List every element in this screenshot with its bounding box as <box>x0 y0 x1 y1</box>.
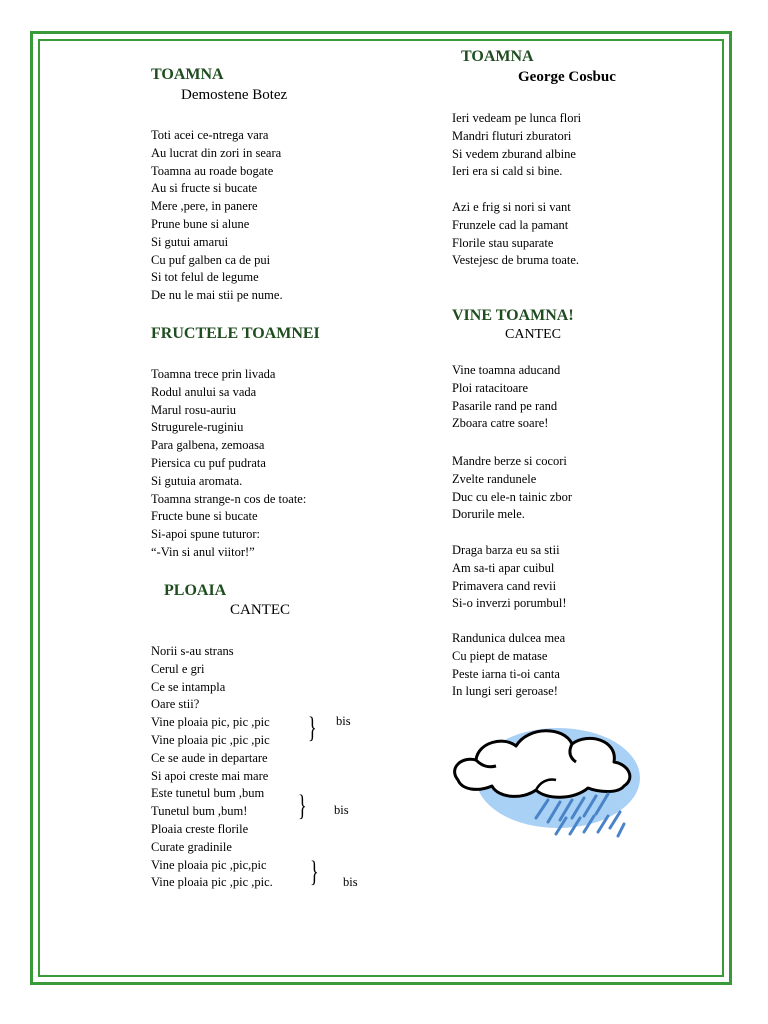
poem-line: Duc cu ele-n tainic zbor <box>452 489 573 504</box>
poem-line: Piersica cu puf pudrata <box>151 455 266 470</box>
poem-line: Curate gradinile <box>151 839 232 854</box>
poem-line: Vine ploaia pic ,pic ,pic. <box>151 875 273 890</box>
poem4-title: TOAMNA <box>461 48 534 65</box>
poem-line: Toamna trece prin livada <box>151 367 276 381</box>
poem-line: Vestejesc de bruma toate. <box>452 253 580 268</box>
poem-line: In lungi seri geroase! <box>452 684 558 699</box>
poem5-subtitle: CANTEC <box>505 327 561 342</box>
poem-line: Este tunetul bum ,bum <box>151 786 265 801</box>
poem3-title: PLOAIA <box>164 582 227 599</box>
poem-line: Draga barza eu sa stii <box>452 543 560 557</box>
poem-line: Ce se aude in departare <box>151 750 268 765</box>
poem-line: Marul rosu-auriu <box>151 402 237 417</box>
poem5-stanza-4 <box>452 630 565 701</box>
poem-line: De nu le mai stii pe nume. <box>151 288 283 303</box>
poem4-author: George Cosbuc <box>518 69 616 85</box>
poem-line: Rodul anului sa vada <box>151 384 257 399</box>
poem-line: Si vedem zburand albine <box>452 146 576 161</box>
poem1-stanza <box>151 127 283 305</box>
poem-line: Vine ploaia pic, pic ,pic <box>151 715 270 730</box>
poem-line: Si gutui amarui <box>151 234 229 249</box>
poem-line: Vine toamna aducand <box>452 363 561 377</box>
poem-line: Oare stii? <box>151 697 200 712</box>
repeat-label: bis <box>343 875 358 889</box>
poem-line: Au lucrat din zori in seara <box>151 145 282 160</box>
poem-line: Pasarile rand pe rand <box>452 398 558 413</box>
poem-line: Mandri fluturi zburatori <box>452 128 572 143</box>
poem-line: Cerul e gri <box>151 661 205 676</box>
poem-line: Peste iarna ti-oi canta <box>452 666 560 681</box>
poem-line: Zvelte randunele <box>452 471 537 486</box>
poem-line: Randunica dulcea mea <box>452 631 566 645</box>
poem5-stanza-3 <box>452 542 567 613</box>
repeat-brace: } <box>298 789 307 822</box>
poem4-stanza-1 <box>452 110 581 181</box>
poem3-stanza <box>151 643 273 892</box>
poem-line: Cu puf galben ca de pui <box>151 252 271 267</box>
rain-cloud-icon <box>448 720 640 842</box>
poem5-stanza-2 <box>452 453 572 524</box>
repeat-label: bis <box>336 714 351 728</box>
poem-line: Toti acei ce-ntrega vara <box>151 128 269 142</box>
poem-line: Toamna au roade bogate <box>151 163 274 178</box>
poem-line: Si-apoi spune tuturor: <box>151 527 261 542</box>
poem-line: Dorurile mele. <box>452 507 525 522</box>
poem-line: Si tot felul de legume <box>151 270 259 285</box>
poem-line: Si apoi creste mai mare <box>151 768 269 783</box>
repeat-brace: } <box>310 855 319 888</box>
poem2-stanza <box>151 366 306 562</box>
poem-line: “-Vin si anul viitor!” <box>151 544 255 559</box>
poem-line: Ce se intampla <box>151 679 226 694</box>
poem-line: Cu piept de matase <box>452 648 548 663</box>
poem-line: Florile stau suparate <box>452 235 554 250</box>
poem-line: Norii s-au strans <box>151 644 234 658</box>
poem-line: Ieri era si cald si bine. <box>452 164 563 179</box>
poem-line: Tunetul bum ,bum! <box>151 804 248 819</box>
poem-line: Si gutuia aromata. <box>151 473 243 488</box>
poem3-subtitle: CANTEC <box>230 602 290 618</box>
poem1-author: Demostene Botez <box>181 87 288 103</box>
poem-line: Primavera cand revii <box>452 578 557 593</box>
poem-line: Frunzele cad la pamant <box>452 217 569 232</box>
poem-line: Ieri vedeam pe lunca flori <box>452 111 582 125</box>
poem-line: Azi e frig si nori si vant <box>452 200 571 214</box>
poem-line: Zboara catre soare! <box>452 416 549 431</box>
poem-line: Am sa-ti apar cuibul <box>452 560 555 575</box>
poem5-title: VINE TOAMNA! <box>452 307 574 324</box>
poem-line: Prune bune si alune <box>151 216 250 231</box>
poem2-title: FRUCTELE TOAMNEI <box>151 325 320 342</box>
poem-line: Fructe bune si bucate <box>151 509 258 524</box>
poem-line: Au si fructe si bucate <box>151 181 258 196</box>
poem-line: Strugurele-ruginiu <box>151 420 244 435</box>
poem-line: Ploaia creste florile <box>151 821 249 836</box>
poem-line: Toamna strange-n cos de toate: <box>151 491 307 506</box>
poem-line: Vine ploaia pic ,pic,pic <box>151 857 267 872</box>
repeat-label: bis <box>334 803 349 817</box>
poem5-stanza-1 <box>452 362 560 433</box>
poem4-stanza-2 <box>452 199 579 270</box>
poem1-title: TOAMNA <box>151 66 224 83</box>
repeat-brace: } <box>308 711 317 744</box>
poem-line: Vine ploaia pic ,pic ,pic <box>151 732 270 747</box>
poem-line: Mere ,pere, in panere <box>151 199 258 214</box>
poem-line: Ploi ratacitoare <box>452 380 529 395</box>
poem-line: Mandre berze si cocori <box>452 454 567 468</box>
poem-line: Si-o inverzi porumbul! <box>452 596 567 611</box>
poem-line: Para galbena, zemoasa <box>151 438 265 453</box>
